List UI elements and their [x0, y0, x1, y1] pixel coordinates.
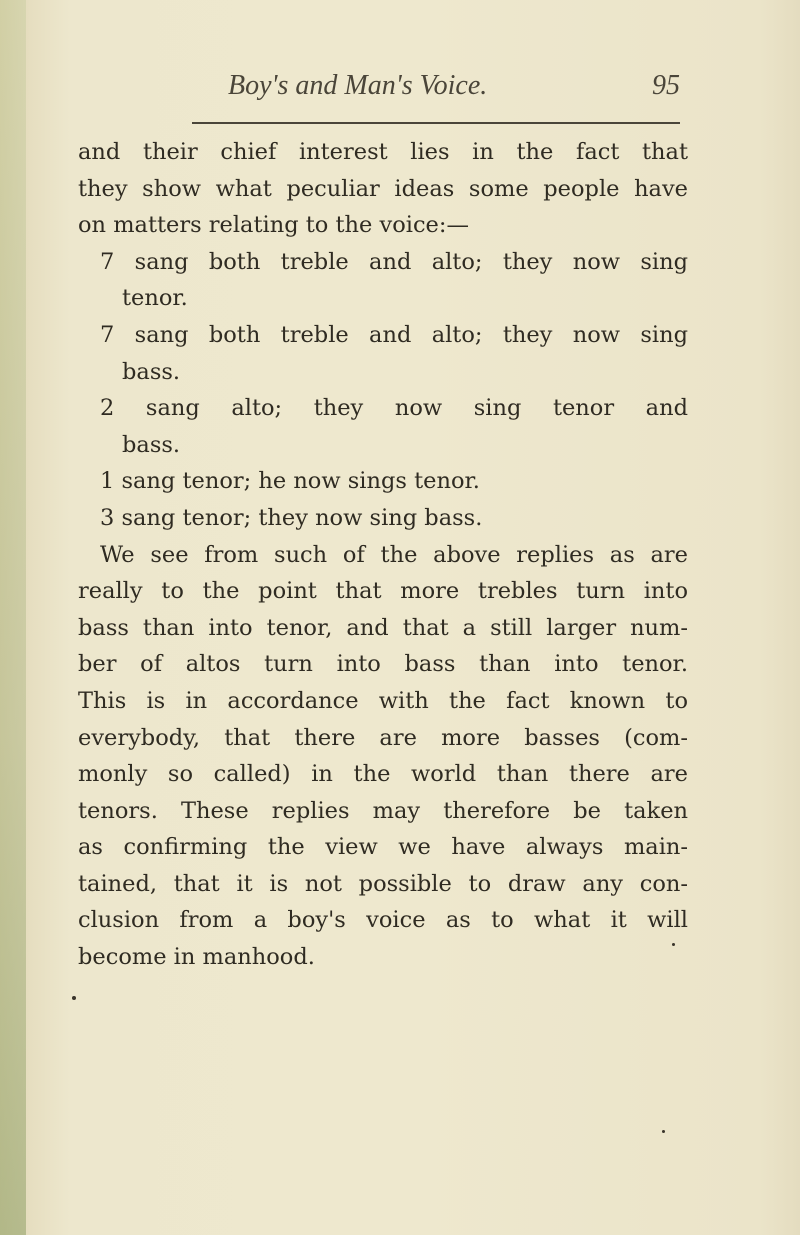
header-rule: [192, 122, 680, 124]
ink-speck: [662, 1130, 665, 1133]
text-line: We see from such of the above replies as are: [100, 541, 688, 568]
body-text: [78, 134, 688, 976]
text-line: This is in accordance with the fact known to: [78, 687, 688, 714]
list-item-line: 3 sang tenor; they now sing bass.: [100, 504, 483, 531]
text-line: tenors. These replies may therefore be taken: [78, 797, 688, 824]
text-line: bass than into tenor, and that a still larger num-: [78, 614, 688, 641]
text-line: ber of altos turn into bass than into tenor.: [78, 651, 688, 678]
ink-speck: [672, 943, 675, 946]
text-line: really to the point that more trebles turn into: [78, 578, 688, 605]
text-line: they show what peculiar ideas some people have: [78, 175, 688, 202]
text-line: monly so called) in the world than there are: [78, 761, 688, 788]
text-line: become in manhood.: [78, 944, 315, 971]
list-item-line: bass.: [122, 431, 181, 458]
list-item-line: bass.: [122, 358, 181, 385]
page-edge-shadow: [0, 0, 26, 1235]
text-line: everybody, that there are more basses (com-: [78, 724, 688, 751]
list-item-line: 2 sang alto; they now sing tenor and: [100, 395, 688, 422]
list-item-line: 7 sang both treble and alto; they now sing: [100, 248, 688, 275]
list-item-line: 7 sang both treble and alto; they now sing: [100, 321, 688, 348]
text-line: tained, that it is not possible to draw any con-: [78, 870, 688, 897]
page-number: 95: [652, 70, 680, 101]
page-header: [78, 70, 680, 110]
ink-speck: [72, 996, 76, 1000]
list-item-line: tenor.: [122, 285, 188, 312]
text-line: and their chief interest lies in the fact that: [78, 139, 688, 165]
text-line: on matters relating to the voice:—: [78, 212, 469, 239]
list-item-line: 1 sang tenor; he now sings tenor.: [100, 468, 480, 495]
text-line: as confirming the view we have always main-: [78, 834, 688, 861]
running-head: Boy's and Man's Voice.: [228, 70, 488, 101]
text-line: clusion from a boy's voice as to what it will: [78, 907, 688, 934]
